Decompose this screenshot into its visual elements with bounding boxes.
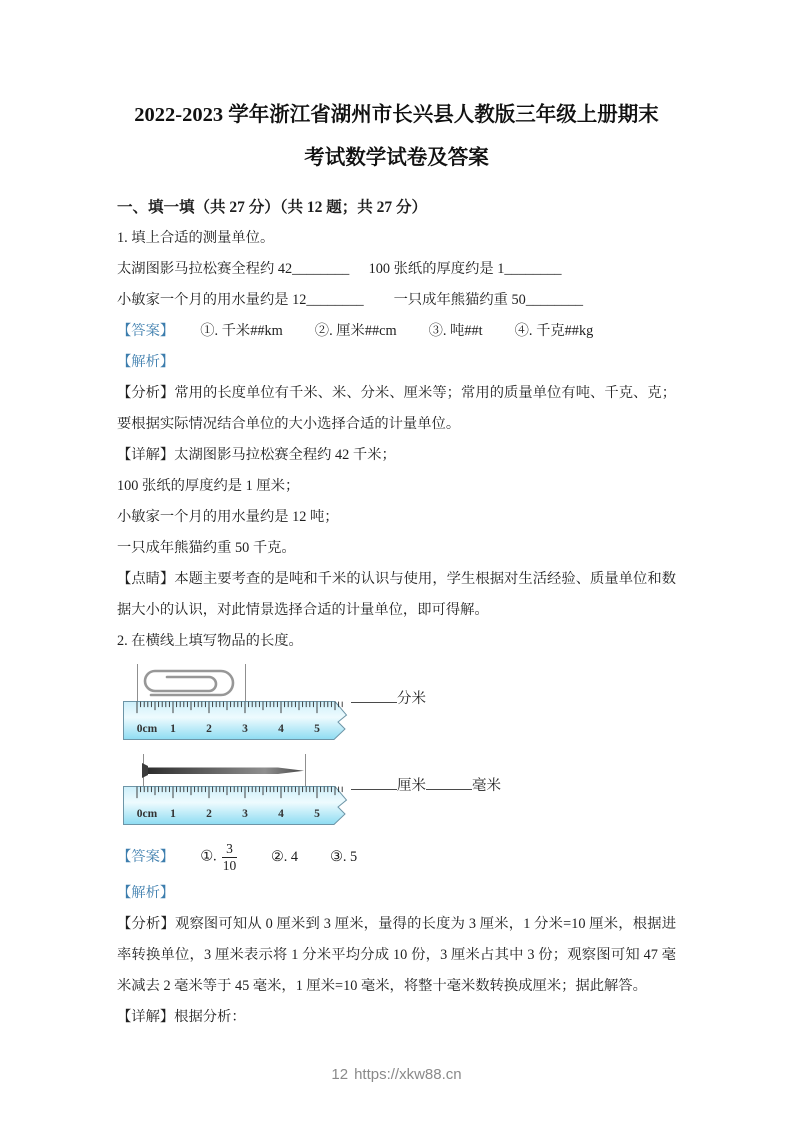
ruler-label: 0cm [136,808,158,820]
ruler-label: 5 [314,723,320,735]
page-number: 12 [331,1066,349,1083]
q1-analysis-label: 【解析】 [117,354,175,370]
ruler-1 [123,701,349,740]
ruler-label: 4 [278,808,284,820]
ruler-label: 2 [206,808,212,820]
paperclip-icon [135,666,247,700]
fig1-answer-blank [351,687,426,708]
q2-analysis-text: 【分析】观察图可知从 0 厘米到 3 厘米，量得的长度为 3 厘米，1 分米=10 厘米，根据进率转换单位，3 厘米表示将 1 分米平均分成 10 份，3 厘米占其中 3 份；观察图可知 47 毫米减去 2 毫米等于 45 毫米，1 厘米=10 毫米，将整十毫米数转换成厘米；据此解答。 [117,916,676,994]
q1-detail-line-2: 100 张纸的厚度约是 1 厘米； [117,478,300,494]
fraction-denominator: 10 [222,857,237,873]
q2-answer-2: ②. 4 [270,848,299,865]
ruler-label: 4 [278,723,284,735]
blank-line [351,776,397,790]
ruler-label: 1 [170,723,176,735]
q2-analysis-label: 【解析】 [117,885,175,901]
q1-detail-line-4: 一只成年熊猫约重 50 千克。 [117,540,296,556]
fraction [222,841,237,873]
q1-answer-row [117,316,676,347]
ruler-label: 1 [170,808,176,820]
q1-answer-4: ④. 千克##kg [514,323,594,339]
q1-blank-row-2 [117,285,676,316]
q1-stem: 1. 填上合适的测量单位。 [117,230,275,246]
figure-paperclip-ruler [123,661,676,745]
q2-answer-1 [200,841,239,873]
section-heading: 一、填一填（共 27 分）（共 12 题；共 27 分） [117,199,428,216]
ruler-label: 3 [242,723,248,735]
nail-icon [142,762,306,780]
ruler-label: 5 [314,808,320,820]
figure-nail-ruler [123,754,676,830]
q1-answer-1: ①. 千米##km [200,323,283,339]
ruler-2 [123,786,349,825]
ruler-label: 0cm [136,723,158,735]
q1-blank-row-1 [117,254,676,285]
q2-answer-row [117,836,676,878]
q1-analysis-text: 【分析】常用的长度单位有千米、米、分米、厘米等；常用的质量单位有吨、千克、克；要根据实际情况结合单位的大小选择合适的计量单位。 [117,385,676,432]
doc-title-line1: 2022-2023 学年浙江省湖州市长兴县人教版三年级上册期末 [134,104,659,126]
q1-blank-3: 小敏家一个月的用水量约是 12________ [117,292,364,308]
doc-title [117,94,676,180]
fig2-unit-1: 厘米 [397,778,426,794]
ruler-label: 3 [242,808,248,820]
fig1-unit: 分米 [397,691,426,707]
footer-url[interactable]: https://xkw88.cn [354,1066,462,1083]
q2-stem: 2. 在横线上填写物品的长度。 [117,633,303,649]
q1-note-text: 【点睛】本题主要考查的是吨和千米的认识与使用，学生根据对生活经验、质量单位和数据大小的认识，对此情景选择合适的计量单位，即可得解。 [117,571,676,618]
q1-answer-3: ③. 吨##t [428,323,483,339]
q1-answer-2: ②. 厘米##cm [314,323,397,339]
page-footer [0,1066,793,1083]
q1-answer-label: 【答案】 [117,323,175,339]
blank-line [426,776,472,790]
blank-line [351,689,397,703]
doc-title-line2: 考试数学试卷及答案 [304,147,489,169]
q1-detail-line-1: 【详解】太湖图影马拉松赛全程约 42 千米； [117,447,396,463]
q2-answer-1-prefix: ①. [200,848,217,865]
q1-blank-2: 100 张纸的厚度约是 1________ [368,261,562,277]
q1-detail-line-3: 小敏家一个月的用水量约是 12 吨； [117,509,339,525]
fig2-answer-blank [351,774,501,795]
q2-answer-3: ③. 5 [330,848,358,865]
q2-answer-label: 【答案】 [117,848,175,865]
q1-blank-1: 太湖图影马拉松赛全程约 42________ [117,261,350,277]
ruler-label: 2 [206,723,212,735]
q2-detail-text: 【详解】根据分析： [117,1009,246,1025]
fraction-numerator: 3 [222,841,237,858]
q1-blank-4: 一只成年熊猫约重 50________ [393,292,584,308]
fig2-unit-2: 毫米 [472,778,501,794]
